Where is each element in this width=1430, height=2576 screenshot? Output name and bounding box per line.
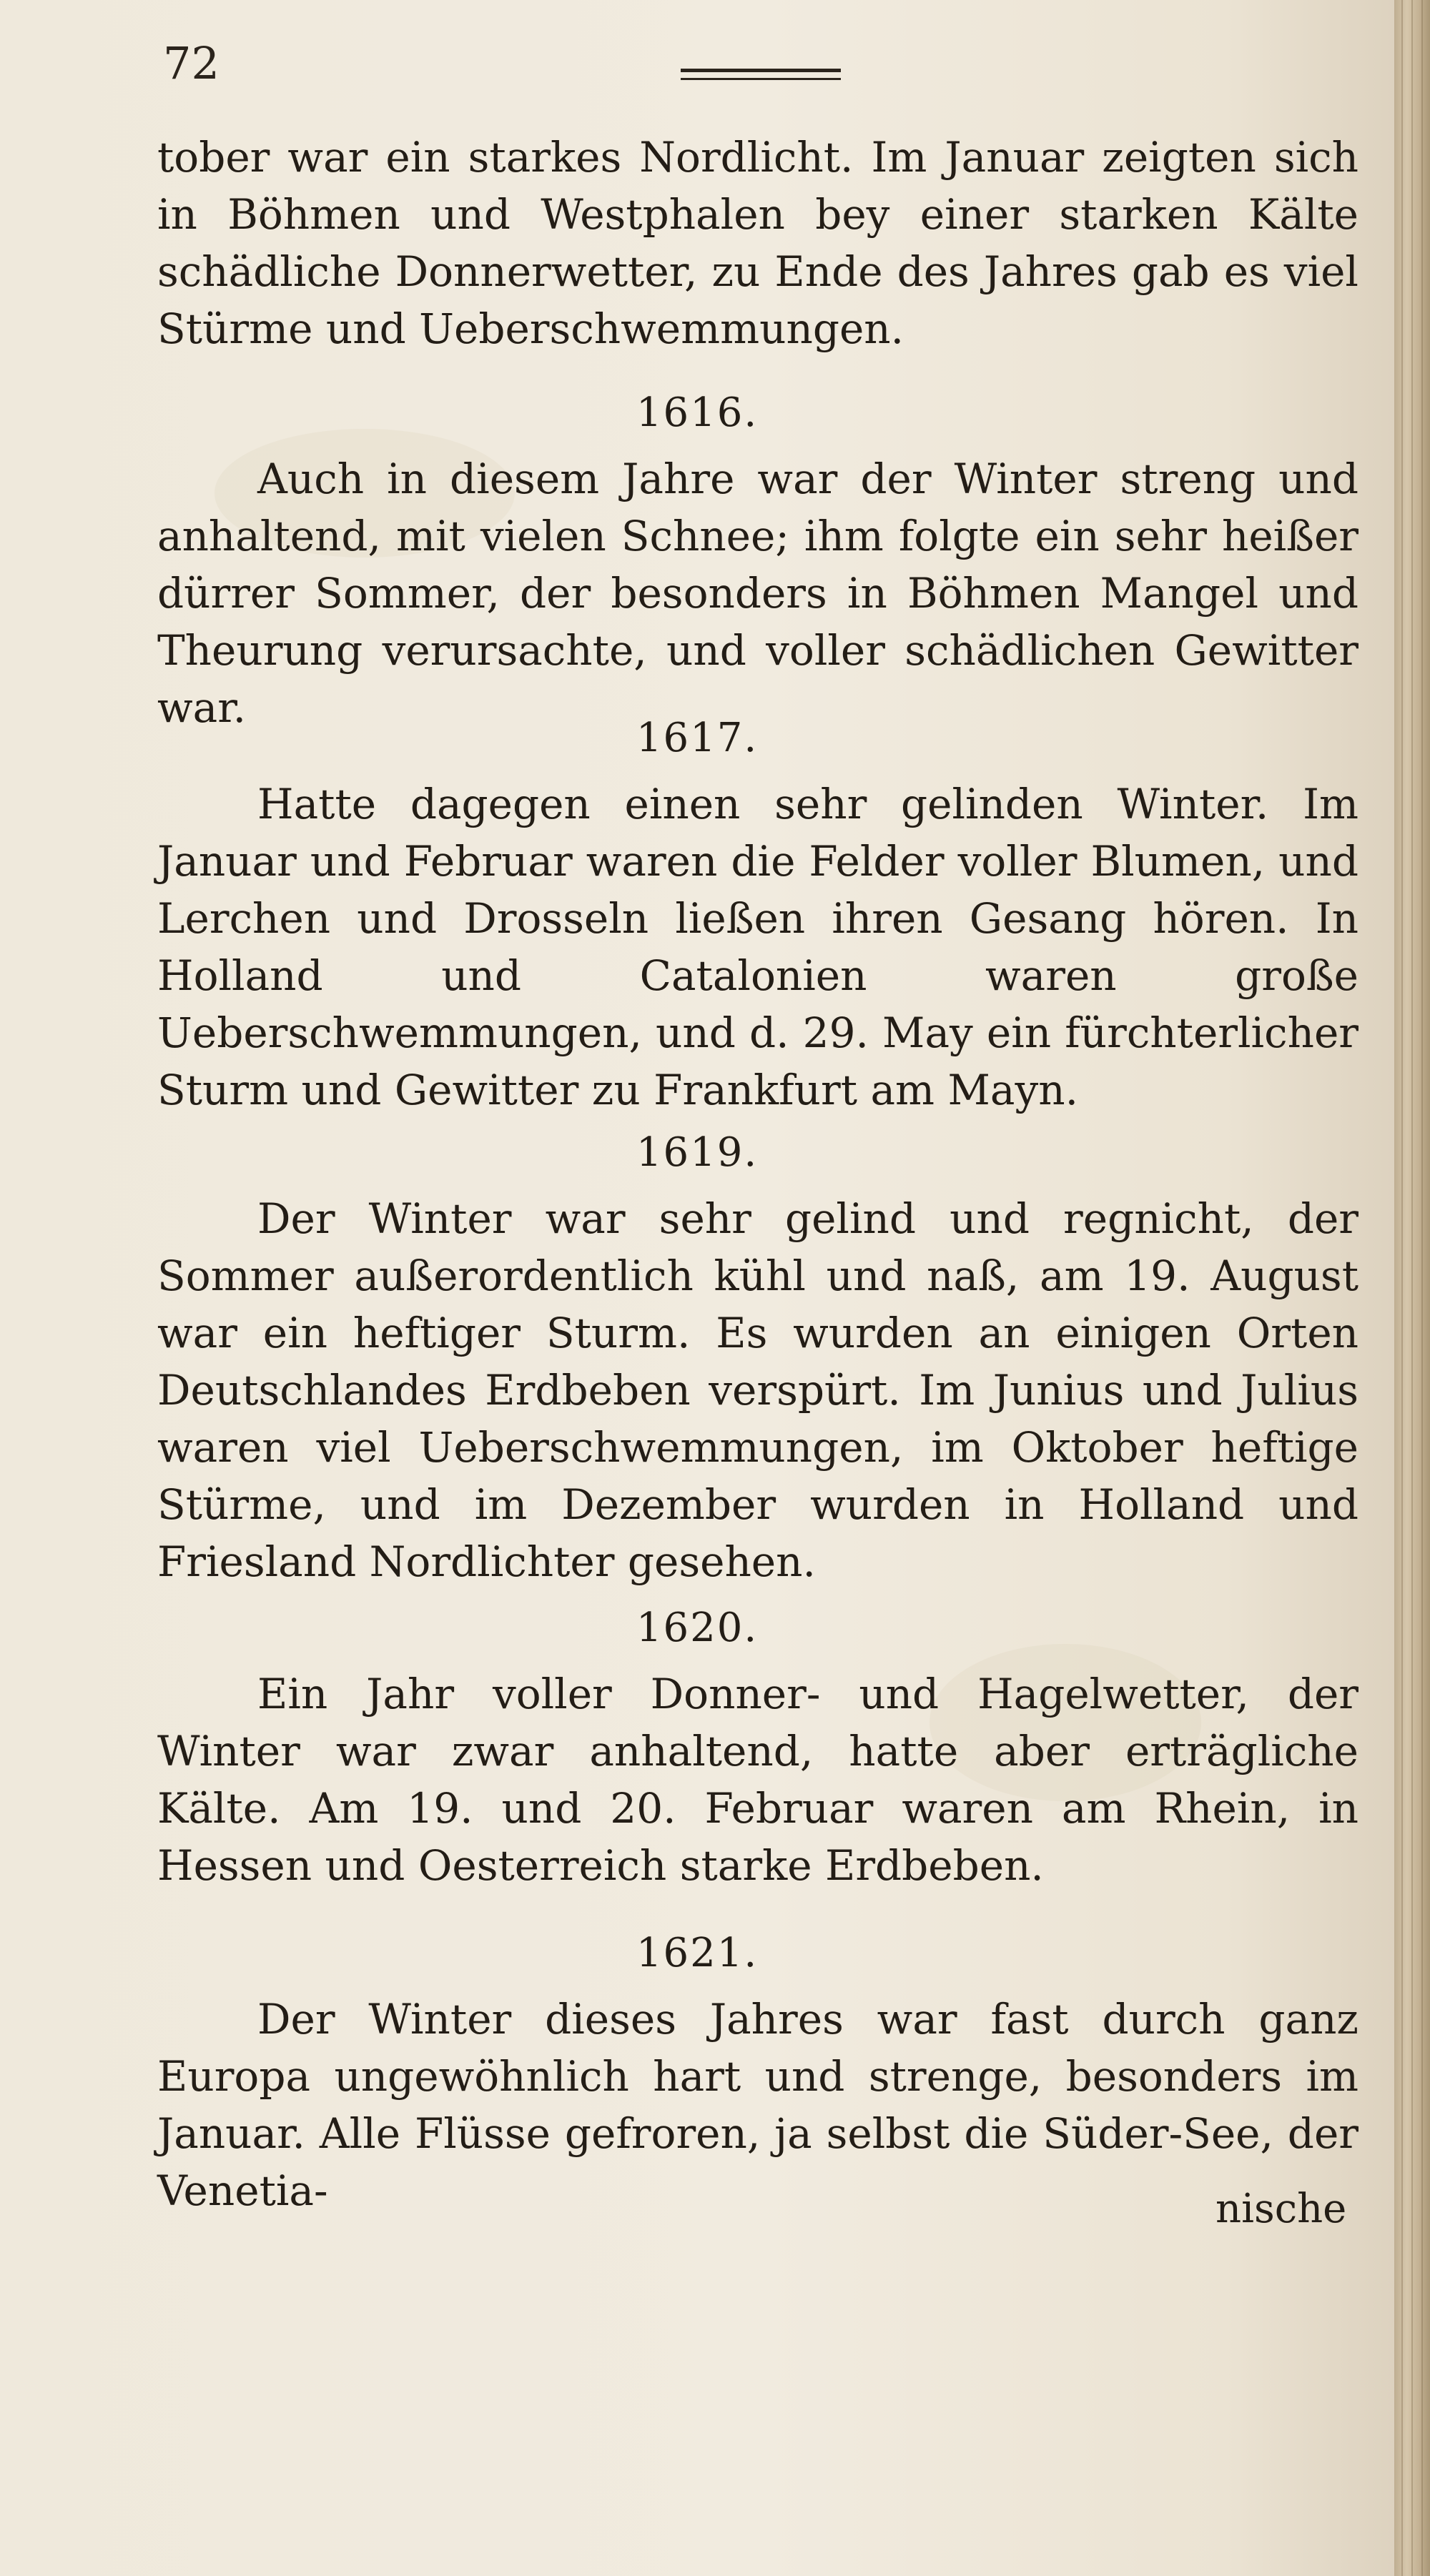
entry-text: Auch in diesem Jahre war der Winter streng und anhaltend, mit vielen Schnee; ihm folgte ein sehr heißer dürrer Sommer, der besonders in Böhmen Mangel und Theurung verursachte, und voller schädlichen Gewitter war.: [157, 455, 1358, 732]
page-edge: [1394, 0, 1430, 2576]
edge-line: [1411, 0, 1413, 2576]
entry-paragraph: [157, 776, 1358, 1119]
entry-paragraph: [157, 1991, 1358, 2219]
entry-paragraph: [157, 1665, 1358, 1894]
catchword: nische: [1216, 2186, 1347, 2232]
intro-paragraph: [157, 129, 1358, 357]
edge-line: [1421, 0, 1423, 2576]
year-heading: 1619.: [636, 1129, 759, 1176]
entry-text: Ein Jahr voller Donner- und Hagelwetter, der Winter war zwar anhaltend, hatte aber erträgliche Kälte. Am 19. und 20. Februar waren am Rhein, in Hessen und Oesterreich starke Erdbeben.: [157, 1670, 1358, 1890]
year-heading: 1620.: [636, 1605, 759, 1651]
header-rule: [681, 69, 841, 80]
intro-text: tober war ein starkes Nordlicht. Im Januar zeigten sich in Böhmen und Westphalen bey einer starken Kälte schädliche Donnerwetter, zu Ende des Jahres gab es viel Stürme und Ueberschwemmungen.: [157, 133, 1358, 353]
year-heading: 1616.: [636, 390, 759, 436]
page-number: 72: [163, 37, 220, 89]
entry-text: Hatte dagegen einen sehr gelinden Winter. Im Januar und Februar waren die Felder voller Blumen, und Lerchen und Drosseln ließen ihren Gesang hören. In Holland und Catalonien waren große Ueberschwemmungen, und d. 29. May ein fürchterlicher Sturm und Gewitter zu Frankfurt am Mayn.: [157, 780, 1358, 1114]
edge-line: [1401, 0, 1403, 2576]
entry-paragraph: [157, 450, 1358, 736]
entry-paragraph: [157, 1190, 1358, 1590]
entry-text: Der Winter dieses Jahres war fast durch ganz Europa ungewöhnlich hart und strenge, besonders im Januar. Alle Flüsse gefroren, ja selbst die Süder-See, der Venetia-: [157, 1995, 1358, 2215]
year-heading: 1621.: [636, 1930, 759, 1976]
entry-text: Der Winter war sehr gelind und regnicht, der Sommer außerordentlich kühl und naß, am 19. August war ein heftiger Sturm. Es wurden an einigen Orten Deutschlandes Erdbeben verspürt. Im Junius und Julius waren viel Ueberschwemmungen, im Oktober heftige Stürme, und im Dezember wurden in Holland und Friesland Nordlichter gesehen.: [157, 1194, 1358, 1586]
year-heading: 1617.: [636, 715, 759, 761]
